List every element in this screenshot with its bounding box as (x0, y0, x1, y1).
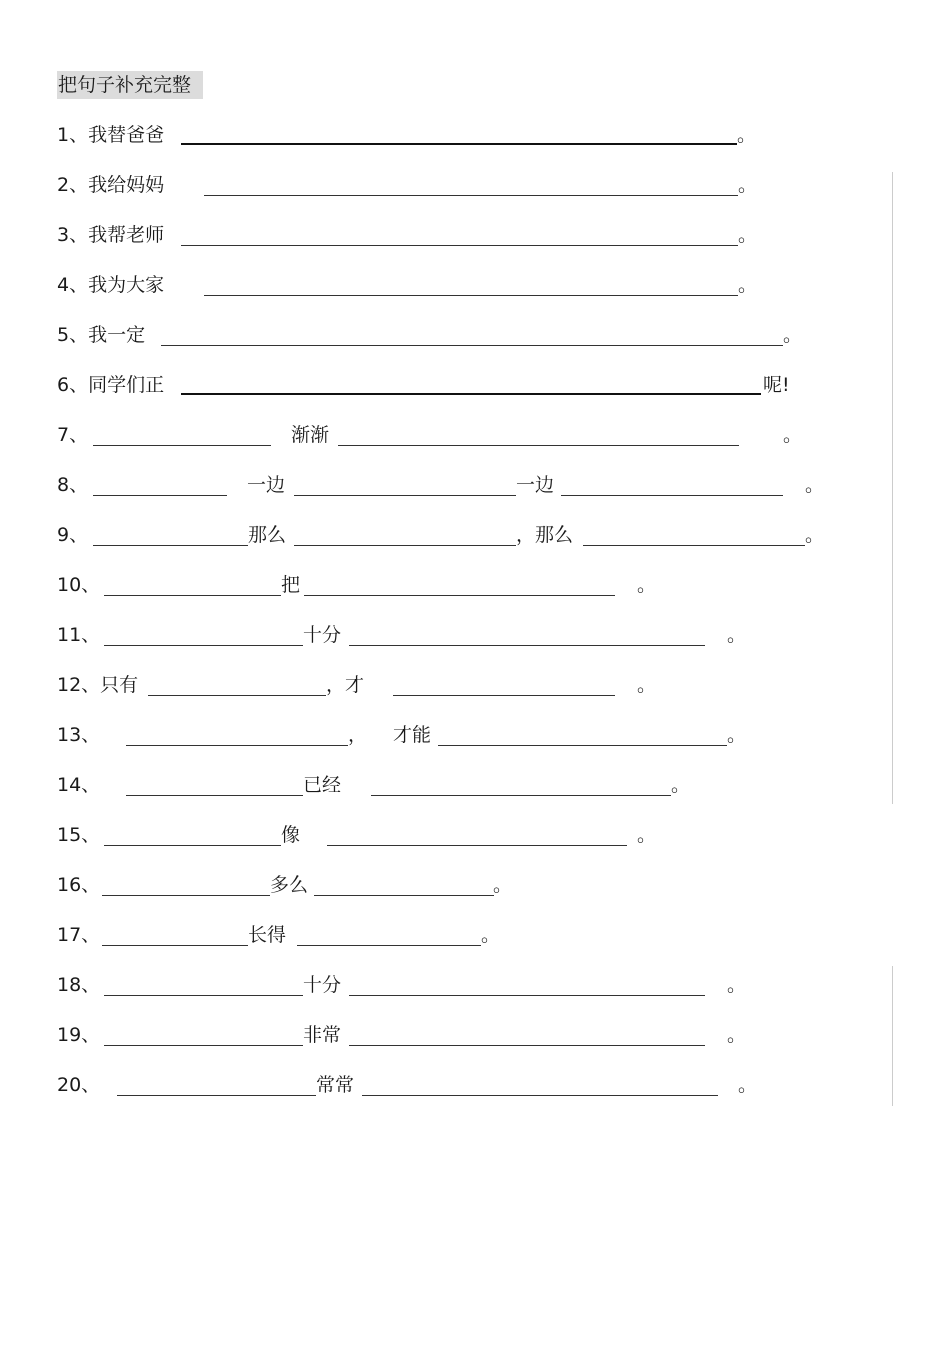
answer-blank[interactable] (349, 1045, 705, 1046)
worksheet-title: 把句子补充完整 (57, 71, 203, 99)
item-text: 渐渐 (291, 424, 330, 446)
answer-blank[interactable] (583, 545, 805, 546)
item-text: 19、 (57, 1024, 101, 1046)
item-text: 10、 (57, 574, 101, 596)
item-text: 。 (738, 1074, 758, 1096)
answer-blank[interactable] (161, 345, 783, 346)
item-text: 。 (727, 974, 747, 996)
answer-blank[interactable] (104, 645, 303, 646)
item-text: ， (348, 724, 368, 746)
item-text: 呢! (763, 374, 790, 396)
answer-blank[interactable] (349, 645, 705, 646)
item-text: 。 (738, 174, 758, 196)
exercise-item (57, 968, 917, 998)
exercise-item (57, 768, 917, 798)
answer-blank[interactable] (371, 795, 671, 796)
answer-blank[interactable] (93, 445, 271, 446)
item-text: 。 (738, 224, 758, 246)
answer-blank[interactable] (204, 295, 738, 296)
item-text: 非常 (303, 1024, 342, 1046)
item-text: 。 (637, 674, 657, 696)
item-text: 像 (281, 824, 301, 846)
exercise-item (57, 618, 917, 648)
item-text: 已经 (303, 774, 342, 796)
exercise-item (57, 418, 917, 448)
item-text: ，那么 (516, 524, 574, 546)
item-text: ，才 (326, 674, 365, 696)
item-text: 3、我帮老师 (57, 224, 165, 246)
answer-blank[interactable] (294, 545, 516, 546)
item-text: 常常 (316, 1074, 355, 1096)
item-text: 2、我给妈妈 (57, 174, 165, 196)
exercise-item (57, 668, 917, 698)
exercise-item (57, 1068, 917, 1098)
item-text: 一边 (516, 474, 555, 496)
answer-blank[interactable] (102, 895, 270, 896)
answer-blank[interactable] (93, 495, 227, 496)
item-text: 1、我替爸爸 (57, 124, 165, 146)
answer-blank[interactable] (104, 595, 281, 596)
exercise-item (57, 818, 917, 848)
item-text: 那么 (248, 524, 287, 546)
exercise-item (57, 368, 917, 398)
item-text: 。 (783, 324, 803, 346)
answer-blank[interactable] (297, 945, 481, 946)
answer-blank[interactable] (104, 995, 303, 996)
answer-blank[interactable] (561, 495, 783, 496)
item-text: 。 (783, 424, 803, 446)
item-text: 13、 (57, 724, 101, 746)
exercise-item (57, 468, 917, 498)
answer-blank[interactable] (294, 495, 516, 496)
item-text: 十分 (303, 624, 342, 646)
item-text: 4、我为大家 (57, 274, 165, 296)
answer-blank[interactable] (304, 595, 615, 596)
answer-blank[interactable] (181, 143, 737, 145)
exercise-item (57, 268, 917, 298)
item-text: 长得 (248, 924, 287, 946)
answer-blank[interactable] (104, 845, 281, 846)
item-text: 16、 (57, 874, 101, 896)
item-text: 才能 (393, 724, 432, 746)
item-text: 20、 (57, 1074, 101, 1096)
exercise-item (57, 718, 917, 748)
answer-blank[interactable] (204, 195, 738, 196)
answer-blank[interactable] (438, 745, 727, 746)
item-text: 。 (727, 1024, 747, 1046)
item-text: 。 (481, 924, 501, 946)
item-text: 。 (493, 874, 513, 896)
item-text: 。 (727, 624, 747, 646)
answer-blank[interactable] (181, 245, 738, 246)
item-text: 14、 (57, 774, 101, 796)
answer-blank[interactable] (393, 695, 615, 696)
item-text: 。 (671, 774, 691, 796)
exercise-item (57, 318, 917, 348)
answer-blank[interactable] (362, 1095, 718, 1096)
answer-blank[interactable] (349, 995, 705, 996)
item-text: 。 (637, 574, 657, 596)
exercise-item (57, 118, 917, 148)
item-text: 十分 (303, 974, 342, 996)
exercise-item (57, 1018, 917, 1048)
item-text: 5、我一定 (57, 324, 146, 346)
item-text: 。 (637, 824, 657, 846)
answer-blank[interactable] (117, 1095, 316, 1096)
answer-blank[interactable] (102, 945, 248, 946)
exercise-item (57, 218, 917, 248)
item-text: 7、 (57, 424, 89, 446)
exercise-item (57, 518, 917, 548)
item-text: 6、同学们正 (57, 374, 165, 396)
answer-blank[interactable] (181, 393, 761, 395)
item-text: 。 (805, 524, 825, 546)
item-text: 。 (805, 474, 825, 496)
answer-blank[interactable] (327, 845, 627, 846)
item-text: 8、 (57, 474, 89, 496)
answer-blank[interactable] (104, 1045, 303, 1046)
item-text: 9、 (57, 524, 89, 546)
item-text: 一边 (247, 474, 286, 496)
item-text: 15、 (57, 824, 101, 846)
item-text: 把 (281, 574, 301, 596)
exercise-item (57, 168, 917, 198)
item-text: 。 (737, 124, 757, 146)
answer-blank[interactable] (338, 445, 739, 446)
item-text: 12、只有 (57, 674, 139, 696)
answer-blank[interactable] (126, 795, 303, 796)
item-text: 多么 (270, 874, 309, 896)
exercise-item (57, 868, 917, 898)
item-text: 17、 (57, 924, 101, 946)
item-text: 。 (738, 274, 758, 296)
answer-blank[interactable] (148, 695, 326, 696)
answer-blank[interactable] (93, 545, 248, 546)
item-text: 。 (727, 724, 747, 746)
answer-blank[interactable] (126, 745, 348, 746)
exercise-item (57, 568, 917, 598)
item-text: 11、 (57, 624, 101, 646)
item-text: 18、 (57, 974, 101, 996)
answer-blank[interactable] (314, 895, 494, 896)
exercise-item (57, 918, 917, 948)
